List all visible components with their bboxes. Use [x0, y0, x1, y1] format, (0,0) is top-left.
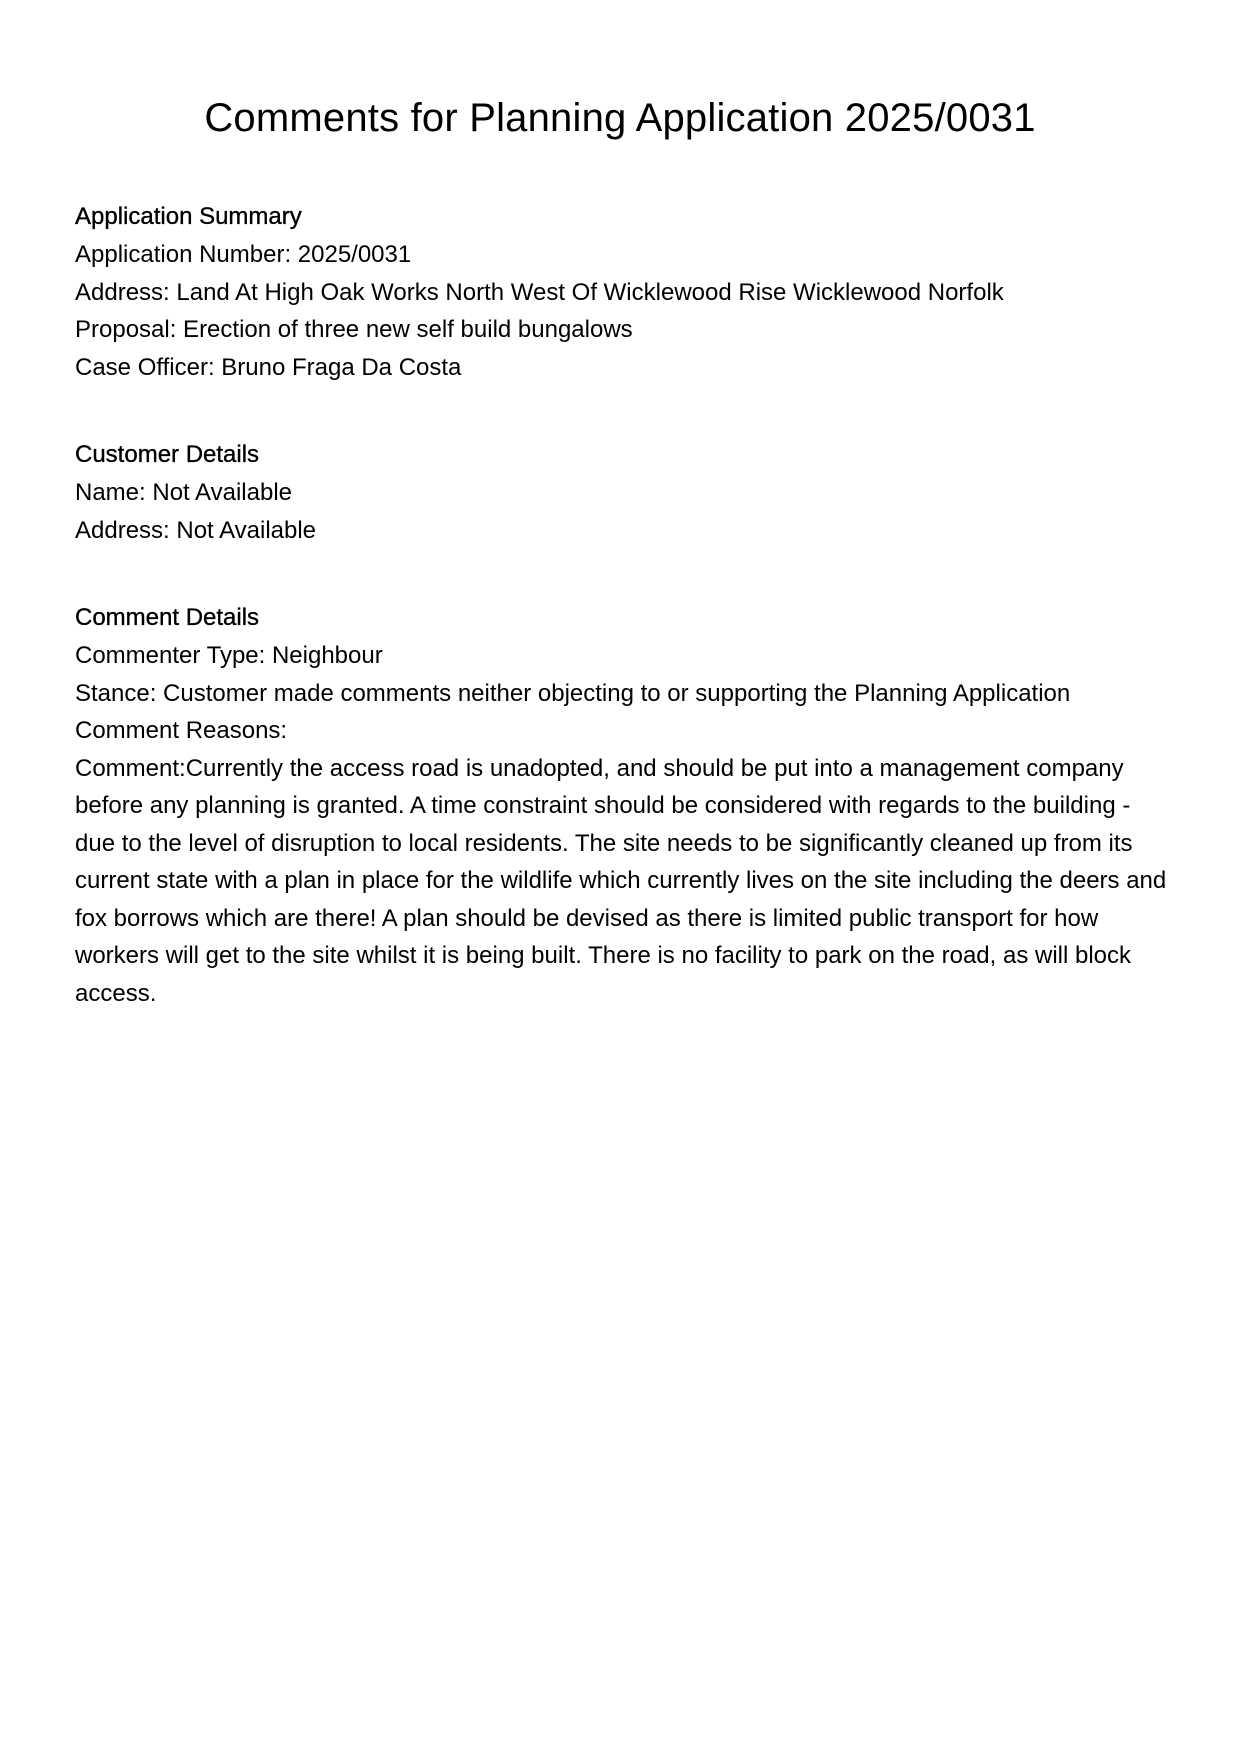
application-number: Application Number: 2025/0031 — [75, 241, 412, 268]
document-page — [75, 88, 1175, 1012]
case-officer: Case Officer: Bruno Fraga Da Costa — [75, 353, 462, 381]
comment-details-heading: Comment Details — [75, 604, 260, 631]
comment-details-section — [75, 599, 1175, 1012]
customer-details-section — [75, 436, 1175, 549]
page-title: Comments for Planning Application 2025/0031 — [204, 96, 1036, 140]
customer-details-heading: Customer Details — [75, 441, 260, 468]
commenter-type: Commenter Type: Neighbour — [75, 642, 383, 669]
application-proposal: Proposal: Erection of three new self build bungalows — [75, 316, 633, 343]
customer-address: Address: Not Available — [75, 516, 317, 544]
comment-text: Comment:Currently the access road is unadopted, and should be put into a management company before any planning is granted. A time constraint should be considered with regards to the building - due to the level of disruption to local residents. The site needs to be significantly cleaned up from its current state with a plan in place for the wildlife which currently lives on the site including the deers and fox borrows which are there! A plan should be devised as there is limited public transport for how workers will get to the site whilst it is being built. There is no facility to park on the road, as will block access. — [75, 754, 1167, 1007]
comment-stance: Stance: Customer made comments neither objecting to or supporting the Planning Application — [75, 679, 1071, 707]
application-address: Address: Land At High Oak Works North West Of Wicklewood Rise Wicklewood Norfolk — [75, 278, 1004, 306]
comment-reasons: Comment Reasons: — [75, 717, 288, 744]
application-summary-section — [75, 198, 1175, 386]
application-summary-heading: Application Summary — [75, 203, 302, 230]
customer-name: Name: Not Available — [75, 479, 293, 506]
